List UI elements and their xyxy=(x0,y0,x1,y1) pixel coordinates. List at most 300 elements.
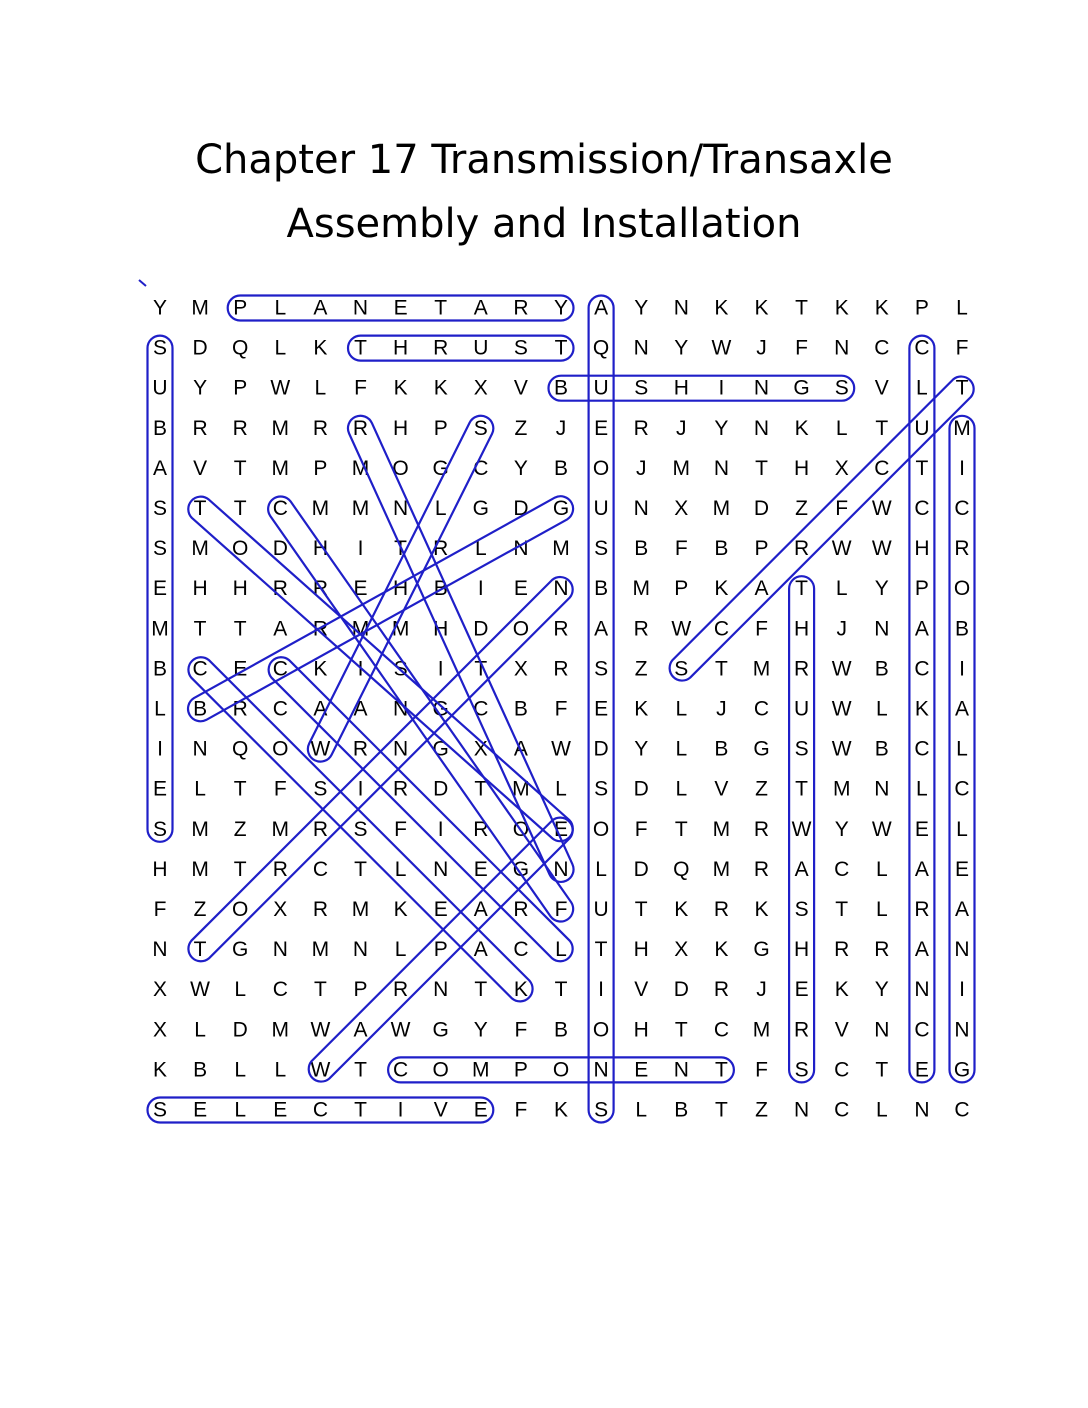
grid-letter: L xyxy=(675,697,688,721)
grid-letter: M xyxy=(351,898,370,921)
grid-letter: A xyxy=(914,857,929,881)
grid-letter: P xyxy=(313,456,328,480)
grid-letter: R xyxy=(553,617,569,641)
grid-letter: U xyxy=(794,697,810,721)
grid-letter: N xyxy=(352,938,369,962)
grid-letter: O xyxy=(953,577,971,601)
grid-letter: D xyxy=(192,336,208,360)
grid-letter: T xyxy=(394,537,408,561)
grid-letter: H xyxy=(794,938,810,962)
grid-letter: T xyxy=(714,1058,728,1082)
grid-letter: R xyxy=(433,336,449,360)
grid-letter: I xyxy=(598,978,605,1002)
grid-letter: N xyxy=(713,456,729,480)
grid-letter: R xyxy=(352,737,369,761)
grid-letter: T xyxy=(354,1098,367,1122)
grid-letter: J xyxy=(676,416,687,440)
grid-letter: C xyxy=(192,657,208,681)
grid-letter: S xyxy=(594,537,609,561)
grid-letter: A xyxy=(954,898,970,921)
grid-letter: Z xyxy=(755,1098,768,1122)
grid-letter: H xyxy=(673,376,689,400)
grid-letter: Q xyxy=(592,336,610,360)
grid-letter: Q xyxy=(232,737,249,761)
grid-letter: B xyxy=(513,697,528,721)
grid-letter: K xyxy=(393,376,408,400)
grid-letter: F xyxy=(514,1098,528,1122)
grid-letter: H xyxy=(393,336,409,360)
grid-letter: A xyxy=(353,697,368,721)
grid-letter: F xyxy=(634,817,648,841)
grid-letter: J xyxy=(756,336,767,360)
grid-letter: T xyxy=(755,456,768,480)
grid-letter: M xyxy=(672,456,691,480)
grid-letter: M xyxy=(311,497,330,520)
grid-letter: H xyxy=(192,577,208,601)
grid-letter: L xyxy=(194,1018,206,1042)
grid-letter: T xyxy=(193,938,207,962)
grid-letter: L xyxy=(835,416,848,440)
grid-letter: O xyxy=(512,617,530,641)
grid-letter: W xyxy=(831,737,852,761)
grid-letter: M xyxy=(191,537,209,561)
grid-letter: X xyxy=(152,1018,168,1042)
grid-letter: A xyxy=(313,296,328,320)
grid-letter: D xyxy=(232,1018,248,1042)
grid-letter: L xyxy=(234,1098,247,1122)
grid-letter: M xyxy=(832,777,851,801)
grid-letter: H xyxy=(393,577,409,601)
grid-letter: F xyxy=(554,697,568,721)
grid-letter: X xyxy=(674,938,689,962)
grid-letter: H xyxy=(232,577,248,601)
grid-letter: Y xyxy=(473,1018,488,1042)
grid-letter: W xyxy=(310,1058,331,1082)
grid-letter: A xyxy=(954,697,970,721)
grid-letter: F xyxy=(514,1018,528,1042)
grid-letter: R xyxy=(794,537,810,561)
grid-letter: U xyxy=(593,898,609,921)
grid-letter: W xyxy=(871,537,892,561)
grid-letter: L xyxy=(956,296,968,320)
grid-letter: E xyxy=(914,817,929,841)
grid-letter: C xyxy=(834,1058,850,1082)
grid-letter: R xyxy=(874,938,890,962)
grid-letter: E xyxy=(594,697,609,721)
grid-letter: Y xyxy=(874,978,889,1002)
grid-letter: C xyxy=(513,938,529,962)
grid-letter: A xyxy=(473,898,488,921)
grid-letter: T xyxy=(474,978,488,1002)
grid-letter: F xyxy=(273,777,287,801)
grid-letter: R xyxy=(914,898,930,921)
grid-letter: S xyxy=(834,376,849,400)
grid-letter: C xyxy=(954,777,970,801)
grid-letter: M xyxy=(512,777,530,801)
grid-letter: N xyxy=(553,857,569,881)
grid-letter: A xyxy=(594,296,609,320)
grid-letter: G xyxy=(232,938,249,962)
grid-letter: F xyxy=(795,336,809,360)
grid-letter: W xyxy=(871,497,892,520)
grid-letter: B xyxy=(193,1058,208,1082)
grid-letter: H xyxy=(633,938,649,962)
grid-letter: W xyxy=(831,537,852,561)
grid-letter: D xyxy=(272,537,288,561)
grid-letter: R xyxy=(794,657,810,681)
grid-letter: C xyxy=(272,978,288,1002)
grid-letter: T xyxy=(233,456,247,480)
grid-letter: N xyxy=(393,737,409,761)
grid-letter: N xyxy=(673,1058,689,1082)
grid-letter: G xyxy=(753,938,770,962)
grid-letter: T xyxy=(474,657,488,681)
grid-letter: D xyxy=(633,777,649,801)
page-title-line-2: Assembly and Installation xyxy=(286,201,802,247)
grid-letter: G xyxy=(432,456,449,480)
grid-letter: N xyxy=(753,376,770,400)
grid-letter: Z xyxy=(514,416,528,440)
grid-letter: R xyxy=(393,978,409,1002)
grid-letter: C xyxy=(834,857,850,881)
grid-letter: B xyxy=(714,737,729,761)
grid-letter: K xyxy=(674,898,689,921)
grid-letter: T xyxy=(474,777,488,801)
grid-letter: X xyxy=(473,737,488,761)
grid-letter: S xyxy=(393,657,408,681)
grid-letter: S xyxy=(152,336,168,360)
grid-letter: W xyxy=(190,978,211,1002)
grid-letter: T xyxy=(193,617,207,641)
grid-letter: B xyxy=(193,697,208,721)
grid-letter: D xyxy=(433,777,449,801)
grid-letter: S xyxy=(794,1058,809,1082)
grid-letter: W xyxy=(390,1018,411,1042)
grid-letter: L xyxy=(194,777,206,801)
grid-letter: K xyxy=(754,296,769,320)
grid-letter: S xyxy=(473,416,488,440)
grid-letter: M xyxy=(752,1018,771,1042)
grid-letter: V xyxy=(513,376,528,400)
grid-letter: H xyxy=(393,416,409,440)
grid-letter: I xyxy=(157,737,163,761)
grid-letter: S xyxy=(152,817,168,841)
grid-letter: W xyxy=(551,737,571,761)
grid-letter: C xyxy=(914,497,930,520)
grid-letter: F xyxy=(153,898,167,921)
grid-letter: M xyxy=(351,497,370,520)
grid-letter: A xyxy=(754,577,769,601)
grid-letter: O xyxy=(432,1058,449,1082)
grid-letter: T xyxy=(634,898,648,921)
grid-letter: C xyxy=(914,657,930,681)
stray-pen-mark xyxy=(139,280,146,286)
grid-letter: P xyxy=(754,537,769,561)
grid-letter: O xyxy=(232,537,249,561)
grid-letter: A xyxy=(473,938,488,962)
grid-letter: Z xyxy=(634,657,648,681)
grid-letter: S xyxy=(674,657,689,681)
grid-letter: K xyxy=(714,577,729,601)
grid-letter: E xyxy=(473,1098,488,1122)
grid-letter: B xyxy=(152,657,168,681)
grid-letter: X xyxy=(152,978,168,1002)
grid-letter: A xyxy=(313,697,328,721)
grid-letter: W xyxy=(871,817,892,841)
grid-letter: W xyxy=(831,657,852,681)
grid-letter: L xyxy=(956,817,968,841)
grid-letter: C xyxy=(473,697,489,721)
grid-letter: S xyxy=(152,1098,168,1122)
grid-letter: L xyxy=(394,938,407,962)
grid-letter: N xyxy=(954,938,970,962)
grid-letter: J xyxy=(756,978,767,1002)
grid-letter: H xyxy=(312,537,328,561)
grid-letter: X xyxy=(513,657,528,681)
grid-letter: X xyxy=(674,497,689,520)
grid-letter: C xyxy=(473,456,489,480)
grid-letter: P xyxy=(433,416,448,440)
grid-letter: O xyxy=(592,817,610,841)
grid-letter: L xyxy=(234,978,247,1002)
grid-letter: K xyxy=(794,416,809,440)
grid-letter: E xyxy=(954,857,970,881)
grid-letter: V xyxy=(834,1018,849,1042)
grid-letter: L xyxy=(434,497,447,520)
grid-letter: E xyxy=(273,1098,288,1122)
grid-letter: S xyxy=(152,497,168,520)
grid-letter: P xyxy=(233,296,248,320)
grid-letter: H xyxy=(794,456,810,480)
grid-letter: B xyxy=(152,416,168,440)
grid-letter: U xyxy=(152,376,168,400)
grid-letter: F xyxy=(394,817,408,841)
grid-letter: M xyxy=(311,938,330,962)
grid-letter: D xyxy=(593,737,609,761)
grid-letter: R xyxy=(393,777,409,801)
grid-letter: N xyxy=(834,336,850,360)
grid-letter: Y xyxy=(634,296,649,320)
grid-letter: G xyxy=(793,376,810,400)
grid-letter: H xyxy=(152,857,168,881)
grid-letter: V xyxy=(193,456,208,480)
grid-letter: N xyxy=(633,497,649,520)
grid-letter: A xyxy=(594,617,609,641)
grid-letter: L xyxy=(474,537,487,561)
grid-letter: C xyxy=(834,1098,850,1122)
grid-letter: E xyxy=(473,857,488,881)
grid-letter: T xyxy=(955,376,969,400)
grid-letter: L xyxy=(675,777,688,801)
grid-letter: T xyxy=(795,296,809,320)
grid-letter: B xyxy=(954,617,970,641)
grid-letter: J xyxy=(836,617,847,641)
grid-letter: T xyxy=(313,978,327,1002)
grid-letter: P xyxy=(233,376,248,400)
grid-letter: N xyxy=(874,617,890,641)
grid-letter: R xyxy=(312,898,328,921)
grid-letter: C xyxy=(874,456,890,480)
grid-letter: S xyxy=(594,657,609,681)
grid-letter: C xyxy=(312,857,328,881)
grid-letter: N xyxy=(673,296,689,320)
grid-letter: B xyxy=(674,1098,689,1122)
grid-letter: Z xyxy=(755,777,768,801)
grid-letter: X xyxy=(273,898,288,921)
grid-letter: L xyxy=(154,697,166,721)
grid-letter: D xyxy=(753,497,770,520)
grid-letter: E xyxy=(594,416,609,440)
grid-letter: E xyxy=(353,577,368,601)
grid-letter: I xyxy=(477,577,484,601)
grid-letter: N xyxy=(914,978,930,1002)
grid-letter: L xyxy=(916,376,928,400)
grid-letter: E xyxy=(393,296,408,320)
grid-letter: R xyxy=(513,898,529,921)
grid-letter: N xyxy=(272,938,288,962)
grid-letter: R xyxy=(954,537,970,561)
grid-letter: Z xyxy=(795,497,809,520)
grid-letter: T xyxy=(875,1058,889,1082)
grid-letter: W xyxy=(831,697,852,721)
grid-letter: I xyxy=(437,657,444,681)
grid-letter: N xyxy=(874,777,890,801)
grid-letter: U xyxy=(914,416,930,440)
grid-letter: T xyxy=(354,1058,367,1082)
grid-letter: L xyxy=(274,296,287,320)
grid-letter: Y xyxy=(634,737,649,761)
grid-letter: N xyxy=(753,416,770,440)
grid-letter: L xyxy=(835,577,848,601)
grid-letter: M xyxy=(351,617,370,641)
grid-letter: G xyxy=(552,497,570,520)
page-title-line-1: Chapter 17 Transmission/Transaxle xyxy=(195,137,893,183)
grid-letter: B xyxy=(874,657,889,681)
grid-letter: A xyxy=(513,737,528,761)
grid-letter: T xyxy=(674,817,688,841)
grid-letter: N xyxy=(352,296,369,320)
grid-letter: W xyxy=(310,737,331,761)
grid-letter: G xyxy=(432,697,449,721)
grid-letter: M xyxy=(953,416,971,440)
grid-letter: G xyxy=(512,857,530,881)
grid-letter: U xyxy=(593,497,609,520)
grid-letter: B xyxy=(874,737,889,761)
grid-letter: K xyxy=(152,1058,168,1082)
grid-letter: K xyxy=(914,697,929,721)
grid-letter: F xyxy=(835,497,849,520)
grid-letter: C xyxy=(272,497,288,520)
grid-letter: K xyxy=(834,978,849,1002)
grid-letter: R xyxy=(633,416,649,440)
grid-letter: W xyxy=(270,376,291,400)
grid-letter: C xyxy=(914,737,930,761)
grid-letter: X xyxy=(473,376,488,400)
grid-letter: B xyxy=(714,537,729,561)
grid-letter: D xyxy=(673,978,689,1002)
grid-letter: E xyxy=(193,1098,208,1122)
grid-letter: Y xyxy=(714,416,729,440)
grid-letter: V xyxy=(433,1098,448,1122)
grid-letter: S xyxy=(353,817,368,841)
grid-letter: B xyxy=(553,456,569,480)
grid-letter: S xyxy=(152,537,168,561)
grid-letter: Y xyxy=(674,336,689,360)
grid-letter: B xyxy=(594,577,609,601)
grid-letter: E xyxy=(794,978,809,1002)
grid-letter: L xyxy=(635,1098,648,1122)
grid-letter: T xyxy=(714,1098,728,1122)
grid-letter: T xyxy=(714,657,728,681)
grid-letter: M xyxy=(151,617,169,641)
grid-letter: R xyxy=(433,537,449,561)
grid-letter: C xyxy=(272,697,288,721)
grid-letter: N xyxy=(393,497,409,520)
grid-letter: T xyxy=(233,857,247,881)
grid-letter: H xyxy=(914,537,930,561)
grid-letter: C xyxy=(713,1018,729,1042)
grid-letter: M xyxy=(752,657,771,681)
grid-letter: Y xyxy=(553,296,569,320)
grid-letter: R xyxy=(232,697,248,721)
grid-letter: M xyxy=(271,416,290,440)
grid-letter: I xyxy=(959,456,965,480)
found-word-loop xyxy=(348,416,574,882)
grid-letter: R xyxy=(753,817,770,841)
grid-letter: R xyxy=(272,577,288,601)
grid-letter: T xyxy=(233,777,247,801)
grid-letter: M xyxy=(271,817,290,841)
grid-letter: F xyxy=(554,898,568,921)
grid-letter: N xyxy=(393,697,409,721)
grid-letter: A xyxy=(914,938,929,962)
grid-letter: K xyxy=(874,296,889,320)
grid-letter: Y xyxy=(834,817,849,841)
grid-letter: W xyxy=(671,617,692,641)
grid-letter: Z xyxy=(233,817,247,841)
grid-letter: S xyxy=(594,777,609,801)
grid-letter: T xyxy=(233,497,247,520)
grid-letter: F xyxy=(674,537,688,561)
grid-letter: I xyxy=(357,537,364,561)
grid-letter: T xyxy=(434,296,448,320)
grid-letter: N xyxy=(593,1058,609,1082)
grid-letter: T xyxy=(594,938,608,962)
grid-letter: R xyxy=(312,577,328,601)
grid-letter: O xyxy=(512,817,530,841)
grid-letter: V xyxy=(634,978,649,1002)
grid-letter: K xyxy=(834,296,849,320)
grid-letter: K xyxy=(714,938,729,962)
grid-letter: Z xyxy=(193,898,207,921)
grid-letter: N xyxy=(633,336,649,360)
grid-letter: C xyxy=(914,336,930,360)
grid-letter: M xyxy=(271,456,290,480)
grid-letter: M xyxy=(712,857,731,881)
grid-letter: J xyxy=(635,456,647,480)
grid-letter: L xyxy=(875,697,888,721)
grid-letter: S xyxy=(513,336,528,360)
grid-letter: G xyxy=(753,737,770,761)
grid-letter: A xyxy=(273,617,288,641)
grid-letter: T xyxy=(554,336,568,360)
grid-letter: N xyxy=(954,1018,970,1042)
grid-letter: O xyxy=(592,456,610,480)
grid-letter: J xyxy=(555,416,567,440)
grid-letter: L xyxy=(875,898,888,921)
grid-letter: L xyxy=(234,1058,247,1082)
grid-letter: L xyxy=(274,1058,287,1082)
